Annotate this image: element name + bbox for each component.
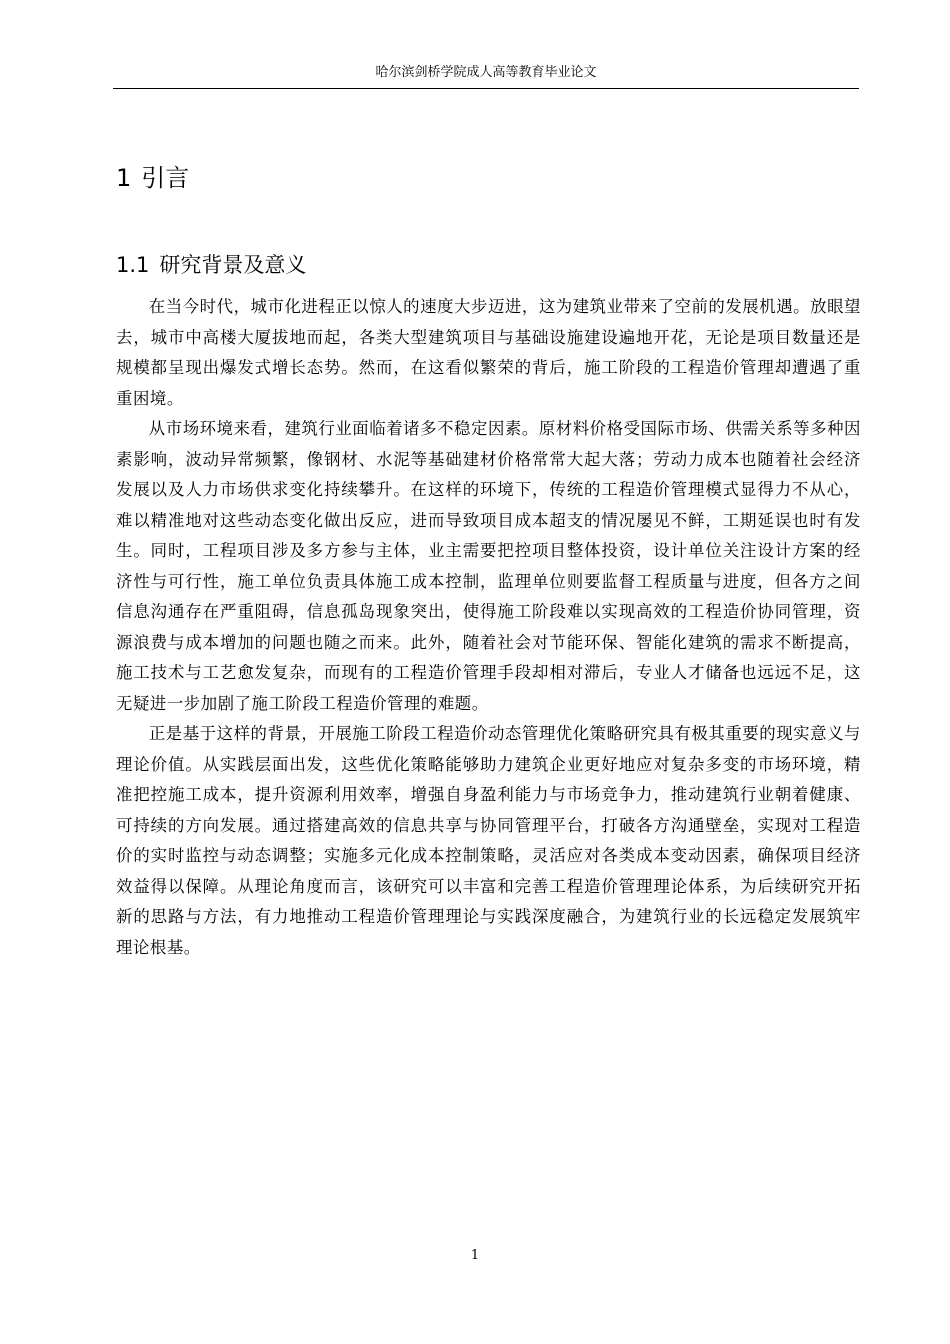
chapter-heading xyxy=(116,162,189,194)
section-number: 1.1 xyxy=(116,253,150,277)
header-rule xyxy=(113,88,859,89)
paragraph-3: 正是基于这样的背景，开展施工阶段工程造价动态管理优化策略研究具有极其重要的现实意义与理论价值。从实践层面出发，这些优化策略能够助力建筑企业更好地应对复杂多变的市场环境，精准把控施工成本，提升资源利用效率，增强自身盈利能力与市场竞争力，推动建筑行业朝着健康、可持续的方向发展。通过搭建高效的信息共享与协同管理平台，打破各方沟通壁垒，实现对工程造价的实时监控与动态调整；实施多元化成本控制策略，灵活应对各类成本变动因素，确保项目经济效益得以保障。从理论角度而言，该研究可以丰富和完善工程造价管理理论体系，为后续研究开拓新的思路与方法，有力地推动工程造价管理理论与实践深度融合，为建筑行业的长远稳定发展筑牢理论根基。 xyxy=(116,724,861,957)
body-text xyxy=(116,292,861,963)
paragraph-1: 在当今时代，城市化进程正以惊人的速度大步迈进，这为建筑业带来了空前的发展机遇。放眼望去，城市中高楼大厦拔地而起，各类大型建筑项目与基础设施建设遍地开花，无论是项目数量还是规模都呈现出爆发式增长态势。然而，在这看似繁荣的背后，施工阶段的工程造价管理却遭遇了重重困境。 xyxy=(116,297,861,408)
running-header: 哈尔滨剑桥学院成人高等教育毕业论文 xyxy=(375,65,597,80)
chapter-title: 引言 xyxy=(141,164,190,192)
page-number: 1 xyxy=(470,1248,480,1263)
paragraph-2: 从市场环境来看，建筑行业面临着诸多不稳定因素。原材料价格受国际市场、供需关系等多种因素影响，波动异常频繁，像钢材、水泥等基础建材价格常常大起大落；劳动力成本也随着社会经济发展以及人力市场供求变化持续攀升。在这样的环境下，传统的工程造价管理模式显得力不从心，难以精准地对这些动态变化做出反应，进而导致项目成本超支的情况屡见不鲜，工期延误也时有发生。同时，工程项目涉及多方参与主体，业主需要把控项目整体投资，设计单位关注设计方案的经济性与可行性，施工单位负责具体施工成本控制，监理单位则要监督工程质量与进度，但各方之间信息沟通存在严重阻碍，信息孤岛现象突出，使得施工阶段难以实现高效的工程造价协同管理，资源浪费与成本增加的问题也随之而来。此外，随着社会对节能环保、智能化建筑的需求不断提高，施工技术与工艺愈发复杂，而现有的工程造价管理手段却相对滞后，专业人才储备也远远不足，这无疑进一步加剧了施工阶段工程造价管理的难题。 xyxy=(116,419,861,713)
section-title: 研究背景及意义 xyxy=(159,253,307,277)
section-heading xyxy=(116,250,306,280)
chapter-number: 1 xyxy=(116,164,132,192)
